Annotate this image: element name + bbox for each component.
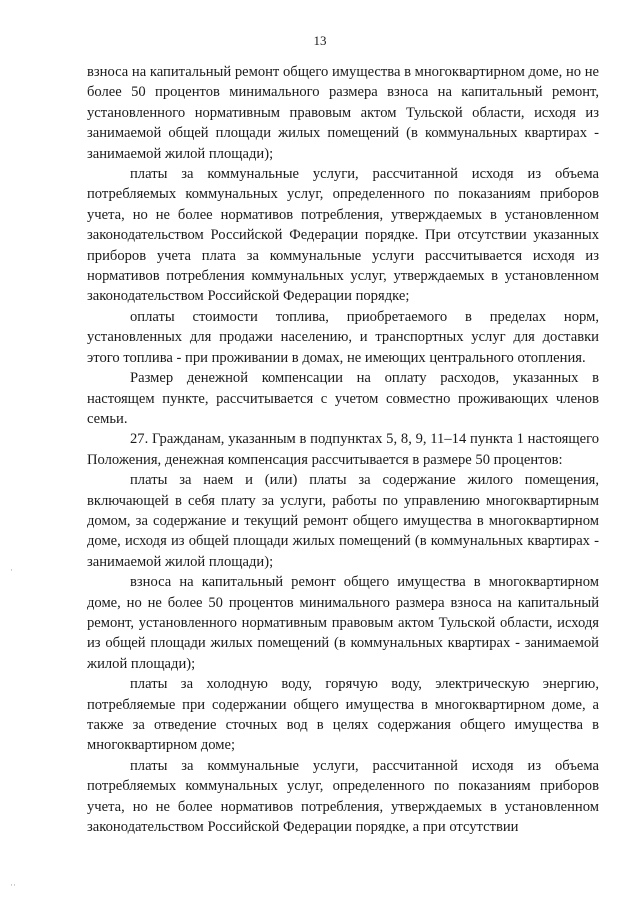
paragraph-compensation-size: Размер денежной компенсации на оплату расходов, указанных в настоящем пункте, рассчитывается с учетом совместно проживающих членов семьи. bbox=[87, 370, 599, 427]
paragraph-utility-payment: платы за коммунальные услуги, рассчитанной исходя из объема потребляемых коммунальных услуг, определенного по показаниям приборов учета, но не более нормативов потребления, утверждаемых в установленном законодательством Российской Федерации порядке. При отсутствии указанных приборов учета плата за коммунальные услуги рассчитывается исходя из нормативов потребления коммунальных услуг, утверждаемых в установленном законодательством Российской Федерации порядке; bbox=[87, 166, 599, 305]
paragraph-common-property-utilities: платы за холодную воду, горячую воду, электрическую энергию, потребляемые при содержании общего имущества в многоквартирном доме, а также за отведение сточных вод в целях содержания общего имущества в многоквартирном доме; bbox=[87, 676, 599, 754]
paragraph-capital-repair-contribution: взноса на капитальный ремонт общего имущества в многоквартирном доме, но не более 50 процентов минимального размера взноса на капитальный ремонт, установленного нормативным правовым актом Тульской области, исходя из занимаемой общей площади жилых помещений (в коммунальных квартирах - занимаемой жилой площади); bbox=[87, 64, 599, 162]
paragraph-fuel-payment: оплаты стоимости топлива, приобретаемого в пределах норм, установленных для продажи населению, и транспортных услуг для доставки этого топлива - при проживании в домах, не имеющих центрального отопления. bbox=[87, 308, 599, 366]
paragraph-utility-payment-2: платы за коммунальные услуги, рассчитанной исходя из объема потребляемых коммунальных услуг, определенного по показаниям приборов учета, но не более нормативов потребления, утверждаемых в установленном законодательством Российской Федерации порядке, а при отсутствии bbox=[87, 757, 599, 836]
paragraph-capital-repair-contribution-2: взноса на капитальный ремонт общего имущества в многоквартирном доме, но не более 50 процентов минимального размера взноса на капитальный ремонт, установленного нормативным правовым актом Тульской области, исходя из общей площади жилых помещений (в коммунальных квартирах - занимаемой жилой площади); bbox=[87, 574, 599, 672]
paragraph-rent-payment: платы за наем и (или) платы за содержание жилого помещения, включающей в себя плату за услуги, работы по управлению многоквартирным домом, за содержание и текущий ремонт общего имущества в многоквартирном доме, исходя из общей площади жилых помещений (в коммунальных квартирах - занимаемой жилой площади); bbox=[87, 472, 599, 570]
scan-margin-mark: · bbox=[10, 565, 13, 575]
scan-margin-mark: ·· bbox=[10, 880, 16, 890]
document-body bbox=[87, 62, 599, 837]
paragraph-item-27: 27. Гражданам, указанным в подпунктах 5, 8, 9, 11–14 пункта 1 настоящего Положения, денежная компенсация рассчитывается в размере 50 процентов: bbox=[87, 431, 599, 468]
page-number: 13 bbox=[313, 33, 327, 48]
